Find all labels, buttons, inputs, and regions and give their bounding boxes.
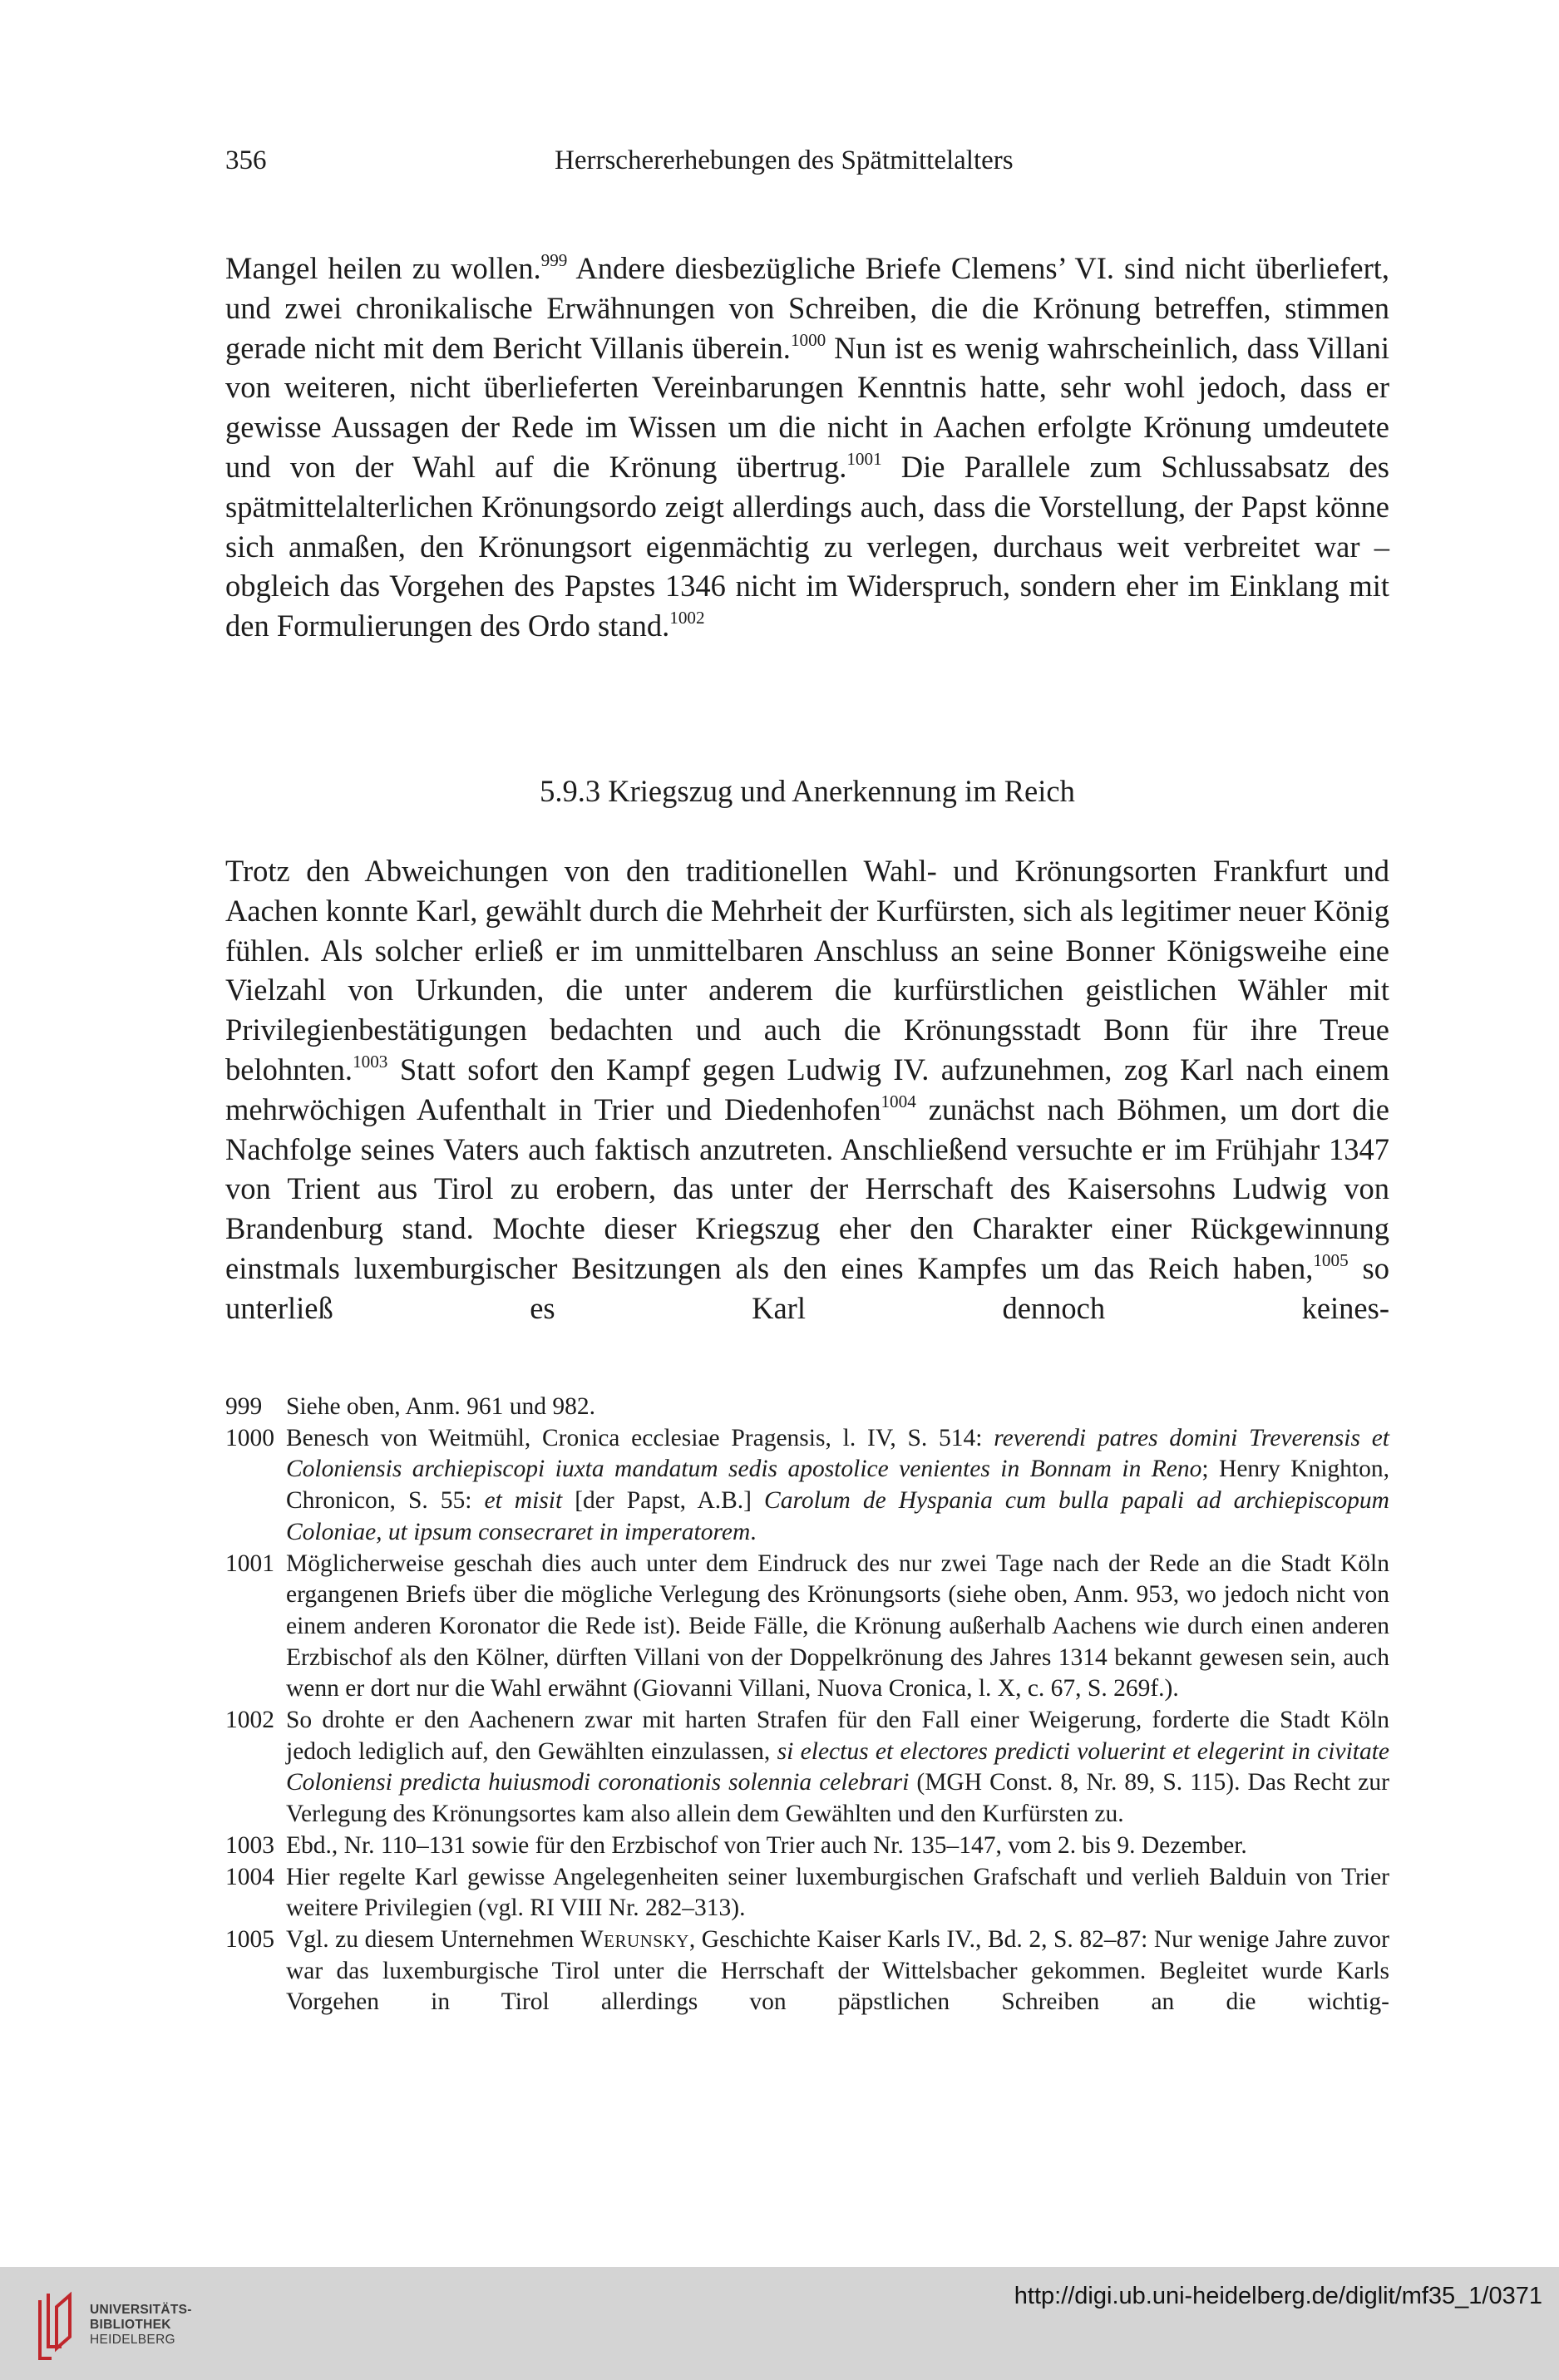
body-paragraph-2: Trotz den Abweichungen von den traditionellen Wahl- und Krönungsorten Frankfurt und Aachen konnte Karl, gewählt durch die Mehrheit der Kurfürsten, sich als legitimer neuer König fühlen. Als solcher erließ er im unmittelbaren Anschluss an seine Bonner Königsweihe eine Vielzahl von Urkunden, die unter anderem die kurfürstlichen geistlichen Wähler mit Privilegienbestätigungen bedachten und auch die Krönungsstadt Bonn für ihre Treue belohnten.$^{1003}$ Statt sofort den Kampf gegen Ludwig IV. aufzunehmen, zog Karl nach einem mehrwöchigen Aufenthalt in Trier und Diedenhofen$^{1004}$ zunächst nach Böhmen, um dort die Nachfolge seines Vaters auch faktisch anzutreten. Anschließend versuchte er im Frühjahr 1347 von Trient aus Tirol zu erobern, das unter der Herrschaft des Kaisersohns Ludwig von Brandenburg stand. Mochte dieser Kriegszug eher den Charakter einer Rückgewinnung einstmals luxemburgischer Besitzungen als den eines Kampfes um das Reich haben,$^{1005}$ so unterließ es Karl dennoch keines-: [225, 854, 1389, 1325]
footnote-1002: [225, 1705, 1389, 1831]
author-name: Werunsky: [580, 1925, 689, 1953]
logo-text: UNIVERSITÄTS- BIBLIOTHEK HEIDELBERG: [90, 2303, 192, 2347]
library-logo-icon: [33, 2289, 83, 2363]
footnote-ref-1002[interactable]: 1002: [669, 607, 705, 628]
section-heading: 5.9.3 Kriegszug und Anerkennung im Reich: [540, 774, 1075, 808]
body-paragraph-1: Mangel heilen zu wollen.$^{999}$ Andere diesbezügliche Briefe Clemens’ VI. sind nicht überliefert, und zwei chronikalische Erwähnungen von Schreiben, die die Krönung betreffen, stimmen gerade nicht mit dem Bericht Villanis überein.$^{1000}$ Nun ist es wenig wahrscheinlich, dass Villani von weiteren, nicht überlieferten Vereinbarungen Kenntnis hatte, sehr wohl jedoch, dass er gewisse Aussagen der Rede im Wissen um die nicht in Aachen erfolgte Krönung umdeutete und von der Wahl auf die Krönung übertrug.$^{1001}$ Die Parallele zum Schlussabsatz des spätmittelalterlichen Krönungsordo zeigt allerdings auch, dass die Vorstellung, der Papst könne sich anmaßen, den Krönungsort eigenmächtig zu verlegen, durchaus weit verbreitet war – obgleich das Vorgehen des Papstes 1346 nicht im Widerspruch, sondern eher im Einklang mit den Formulierungen des Ordo stand.$^{1002}$: [225, 249, 1390, 643]
footnote-text: So drohte er den Aachenern zwar mit harten Strafen für den Fall einer Weigerung, forderte die Stadt Köln jedoch lediglich auf, den Gewählten einzulassen, si electus et electores predicti voluerint et elegerint in civitate Coloniensi predicta huiusmodi coronationis solennia celebrari (MGH Const. 8, Nr. 89, S. 115). Das Recht zur Verlegung des Krönungsortes kam also allein dem Gewählten und den Kurfürsten zu.: [286, 1707, 1390, 1828]
footnote-ref-999[interactable]: 999: [540, 249, 568, 270]
running-title: Herrschererhebungen des Spätmittelalters: [555, 145, 1014, 175]
footnote-text: Ebd., Nr. 110–131 sowie für den Erzbischof von Trier auch Nr. 135–147, vom 2. bis 9. Dezember.: [286, 1831, 1247, 1859]
footnote-number: 1005: [225, 1925, 274, 1953]
footnote-number: 1002: [225, 1707, 274, 1734]
source-url-link[interactable]: http://digi.ub.uni-heidelberg.de/diglit/mf35_1/0371: [1014, 2283, 1542, 2309]
footnote-number: 1000: [225, 1424, 274, 1451]
footnote-number: 999: [225, 1393, 263, 1420]
footnote-ref-1003[interactable]: 1003: [353, 1051, 388, 1072]
footnote-text: Benesch von Weitmühl, Cronica ecclesiae Pragensis, l. IV, S. 514: reverendi patres domini Treverensis et Coloniensis archiepiscopi iuxta mandatum sedis apostolice venientes in Bonnam in Reno; Henry Knighton, Chronicon, S. 55: et misit [der Papst, A.B.] Carolum de Hyspania cum bulla papali ad archiepiscopum Coloniae, ut ipsum consecraret in imperatorem.: [286, 1424, 1389, 1545]
footnote-number: 1003: [225, 1831, 274, 1859]
footnote-ref-1005[interactable]: 1005: [1313, 1249, 1349, 1270]
footnote-1004: [225, 1862, 1389, 1924]
footnote-999: [225, 1392, 1389, 1423]
footnote-1001: [225, 1549, 1389, 1706]
footnote-1000: [225, 1423, 1389, 1549]
footnote-text: Siehe oben, Anm. 961 und 982.: [286, 1393, 596, 1420]
footnote-ref-1000[interactable]: 1000: [790, 329, 826, 350]
footnote-number: 1001: [225, 1550, 274, 1577]
footnote-text: Hier regelte Karl gewisse Angelegenheiten seiner luxemburgischen Grafschaft und verlieh Balduin von Trier weitere Privilegien (vgl. RI VIII Nr. 282–313).: [286, 1863, 1389, 1922]
footnote-number: 1004: [225, 1863, 274, 1890]
footnote-ref-1001[interactable]: 1001: [846, 448, 882, 469]
page-number: 356: [225, 145, 267, 175]
footnote-ref-1004[interactable]: 1004: [881, 1091, 916, 1111]
library-logo[interactable]: [33, 2289, 216, 2363]
footnote-1005: [225, 1924, 1389, 2018]
footnote-text: Möglicherweise geschah dies auch unter dem Eindruck des nur zwei Tage nach der Rede an die Stadt Köln ergangenen Briefs über die mögliche Verlegung des Krönungsorts (siehe oben, Anm. 953, wo jedoch nicht von einem anderen Koronator die Rede ist). Beide Fälle, die Krönung außerhalb Aachens wie durch einen anderen Erzbischof als den Kölner, dürften Villani von der Doppelkrönung des Jahres 1314 bekannt gewesen sein, auch wenn er dort nur die Wahl erwähnt (Giovanni Villani, Nuova Cronica, l. X, c. 67, S. 269f.).: [286, 1550, 1389, 1702]
footnotes: [225, 1392, 1389, 2018]
footnote-1003: [225, 1831, 1389, 1862]
footnote-text: Vgl. zu diesem Unternehmen Werunsky, Geschichte Kaiser Karls IV., Bd. 2, S. 82–87: Nur wenige Jahre zuvor war das luxemburgische Tirol unter die Herrschaft der Wittelsbacher gekommen. Begleitet wurde Karls Vorgehen in Tirol allerdings von päpstlichen Schreiben an die wichtig-: [286, 1925, 1389, 2016]
